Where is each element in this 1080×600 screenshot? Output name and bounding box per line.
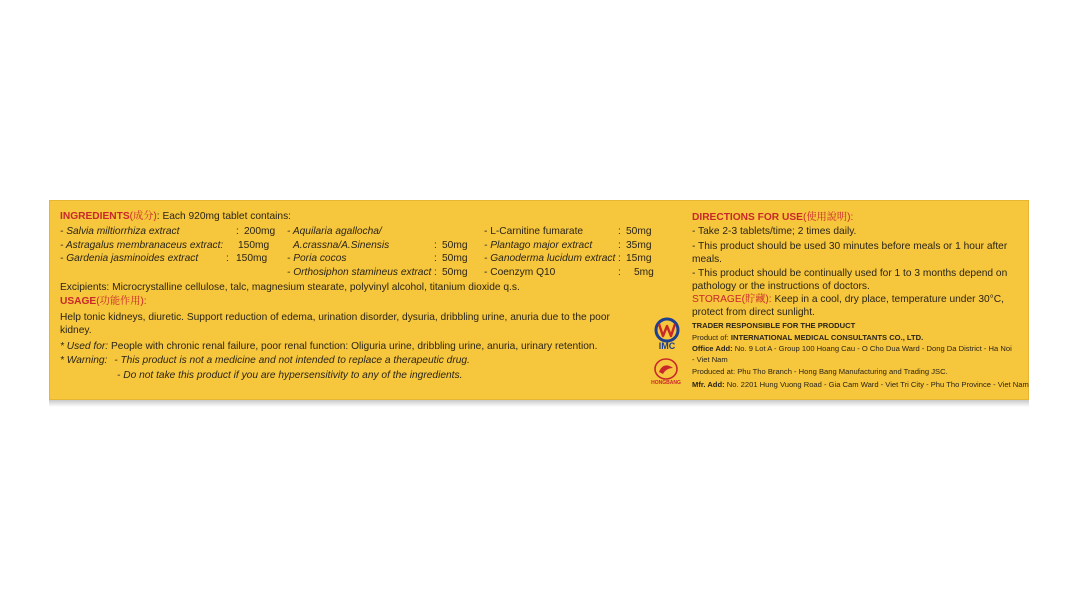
hongbang-logo-text: HONGBANG xyxy=(651,380,681,386)
ingredient-amount: 15mg xyxy=(626,253,652,264)
storage-text-1: Keep in a cool, dry place, temperature under 30°C, xyxy=(774,294,1004,305)
used-for-line xyxy=(60,341,597,353)
ingredient-amount: 50mg xyxy=(442,253,468,264)
produced-line xyxy=(692,367,948,377)
ingredient-sep: : xyxy=(434,240,437,251)
ingredient-sep: : xyxy=(236,226,239,237)
directions-heading-line xyxy=(692,212,853,224)
office-line xyxy=(692,344,1012,354)
ingredient-amount: 35mg xyxy=(626,240,652,251)
ingredient-amount: 5mg xyxy=(634,267,654,278)
ingredient-sep: : xyxy=(226,253,229,264)
office-value-1: No. 9 Lot A - Group 100 Hoang Cau - O Cho Dua Ward - Dong Da District - Ha Noi xyxy=(734,344,1012,353)
warning-line-1 xyxy=(60,355,470,367)
ingredients-intro: : Each 920mg tablet contains: xyxy=(156,211,292,222)
ingredient-sep: : xyxy=(618,267,621,278)
ingredient-sep: : xyxy=(434,267,437,278)
ingredient-name: - Salvia miltiorrhiza extract xyxy=(60,226,180,237)
storage-heading: STORAGE xyxy=(692,294,742,305)
ingredient-amount: 150mg xyxy=(238,240,270,251)
produced-label: Produced at: xyxy=(692,367,736,376)
directions-line: pathology or the instructions of doctors. xyxy=(692,281,870,292)
storage-line-1 xyxy=(692,294,1004,306)
directions-heading: DIRECTIONS FOR USE xyxy=(692,212,803,223)
ingredients-line xyxy=(60,211,291,223)
warning-label: * Warning: xyxy=(60,355,108,366)
usage-heading-line xyxy=(60,296,147,308)
office-label: Office Add: xyxy=(692,344,733,353)
ingredient-amount: 50mg xyxy=(442,267,468,278)
excipients-text: Excipients: Microcrystalline cellulose, talc, magnesium stearate, polyvinyl alcohol, titanium dioxide q.s. xyxy=(60,282,520,293)
used-for-label: * Used for: xyxy=(60,341,109,352)
office-value-2: - Viet Nam xyxy=(692,355,728,364)
ingredient-sep: : xyxy=(618,253,621,264)
trader-heading: TRADER RESPONSIBLE FOR THE PRODUCT xyxy=(692,321,856,330)
directions-heading-cn: (使用說明): xyxy=(802,212,854,223)
ingredient-sep: : xyxy=(434,253,437,264)
imc-logo xyxy=(649,316,685,352)
ingredient-name: - Orthosiphon stamineus extract xyxy=(287,267,432,278)
ingredient-amount: 50mg xyxy=(626,226,652,237)
ingredients-heading-cn: (成分) xyxy=(129,211,157,222)
warning-text-2: - Do not take this product if you are hypersensitivity to any of the ingredients. xyxy=(117,370,463,381)
ingredient-name: - Gardenia jasminoides extract xyxy=(60,253,199,264)
ingredient-name: - L-Carnitine fumarate xyxy=(484,226,584,237)
mfr-label: Mfr. Add: xyxy=(692,380,725,389)
ingredient-name: - Ganoderma lucidum extract xyxy=(484,253,616,264)
warning-text-1: - This product is not a medicine and not intended to replace a therapeutic drug. xyxy=(114,355,470,366)
used-for-text: People with chronic renal failure, poor renal function: Oliguria urine, dribbling urine, anuria, urinary retention. xyxy=(110,341,598,352)
ingredient-name: - Coenzym Q10 xyxy=(484,267,556,278)
directions-line: - Take 2-3 tablets/time; 2 times daily. xyxy=(692,226,857,237)
ingredient-amount: 50mg xyxy=(442,240,468,251)
ingredient-name: - Poria cocos xyxy=(287,253,347,264)
product-of-line xyxy=(692,333,923,343)
ingredient-sep: : xyxy=(618,240,621,251)
ingredient-amount: 200mg xyxy=(244,226,276,237)
storage-heading-cn: (貯藏): xyxy=(741,294,772,305)
usage-line-1: Help tonic kidneys, diuretic. Support reduction of edema, urination disorder, dysuria, dribbling urine, anuria due to the poor xyxy=(60,312,610,323)
ingredient-name: - Plantago major extract xyxy=(484,240,593,251)
directions-line: - This product should be used 30 minutes before meals or 1 hour after xyxy=(692,241,1008,252)
ingredients-heading: INGREDIENTS xyxy=(60,211,130,222)
directions-line: meals. xyxy=(692,254,723,265)
imc-logo-text: IMC xyxy=(658,341,676,351)
product-of-value: INTERNATIONAL MEDICAL CONSULTANTS CO., LTD. xyxy=(730,333,924,342)
ingredient-amount: 150mg xyxy=(236,253,268,264)
produced-value: Phu Tho Branch - Hong Bang Manufacturing and Trading JSC. xyxy=(737,367,948,376)
hongbang-logo xyxy=(651,358,681,388)
ingredient-sep: : xyxy=(618,226,621,237)
mfr-value: No. 2201 Hung Vuong Road - Gia Cam Ward - Viet Tri City - Phu Tho Province - Viet Nam xyxy=(726,380,1029,389)
usage-line-2: kidney. xyxy=(60,325,92,336)
storage-text-2: protect from direct sunlight. xyxy=(692,307,815,318)
product-of-label: Product of: xyxy=(692,333,729,342)
mfr-line xyxy=(692,380,1029,390)
usage-heading-cn: (功能作用): xyxy=(96,296,147,307)
ingredient-name: - Astragalus membranaceus extract: xyxy=(60,240,224,251)
usage-heading: USAGE xyxy=(60,296,97,307)
ingredient-name: - Aquilaria agallocha/ xyxy=(287,226,382,237)
directions-line: - This product should be continually used for 1 to 3 months depend on xyxy=(692,268,1008,279)
ingredient-name: A.crassna/A.Sinensis xyxy=(293,240,390,251)
